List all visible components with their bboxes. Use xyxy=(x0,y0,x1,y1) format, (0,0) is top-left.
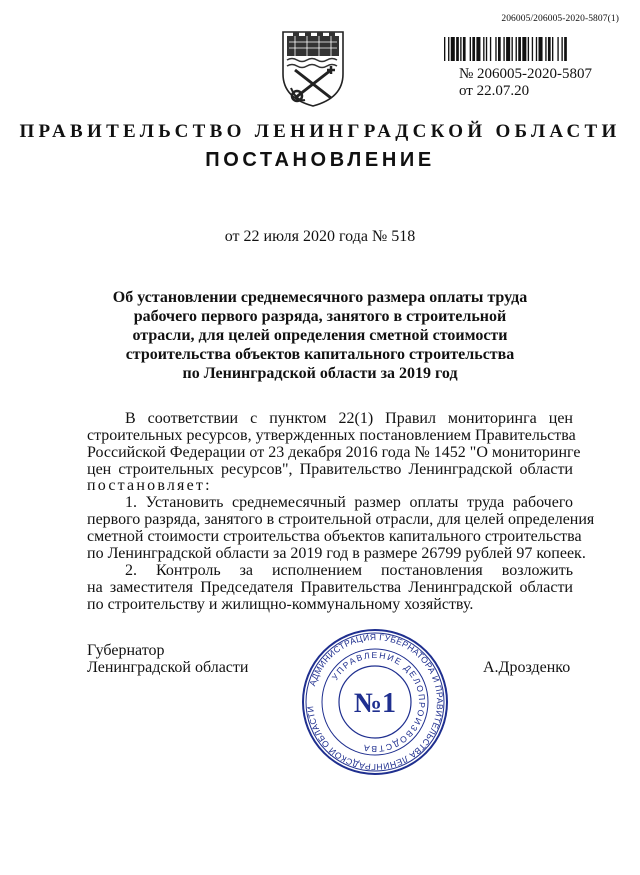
barcode-bar xyxy=(545,37,546,61)
barcode-bar xyxy=(518,37,521,61)
signer-region: Ленинградской области xyxy=(87,659,249,676)
barcode-bar xyxy=(456,37,459,61)
body-line: В соответствии с пунктом 22(1) Правил мониторинга цен xyxy=(125,410,573,427)
signer-position: Губернатор xyxy=(87,642,165,659)
barcode-bar xyxy=(536,37,537,61)
official-seal-icon xyxy=(299,626,451,778)
barcode-bar xyxy=(463,37,466,61)
seal-inner-text: УПРАВЛЕНИЕ ДЕЛОПРОИЗВОДСТВА xyxy=(329,649,428,755)
subject-line: по Ленинградской области за 2019 год xyxy=(182,365,458,382)
subject-line: Об установлении среднемесячного размера оплаты труда xyxy=(112,289,528,306)
barcode-bar xyxy=(476,37,480,61)
body-line: 2. Контроль за исполнением постановления возложить xyxy=(125,562,573,579)
body-line: сметной стоимости строительства объектов капитального строительства xyxy=(87,528,582,545)
body-line: по строительству и жилищно-коммунальному хозяйству. xyxy=(87,596,474,613)
barcode-bar xyxy=(503,37,504,61)
barcode-bar xyxy=(557,37,558,61)
registration-number: № 206005-2020-5807 xyxy=(459,66,593,82)
barcode-bar xyxy=(448,37,449,61)
barcode-bar xyxy=(498,37,501,61)
document-reference: 206005/206005-2020-5807(1) xyxy=(501,14,619,24)
barcode-icon xyxy=(444,37,618,61)
barcode-bar xyxy=(472,37,475,61)
body-line: строительных ресурсов, утвержденных постановлением Правительства xyxy=(87,427,576,444)
document-subject xyxy=(0,288,640,383)
barcode-bar xyxy=(548,37,551,61)
seal-outer-text: АДМИНИСТРАЦИЯ ГУБЕРНАТОРА И ПРАВИТЕЛЬСТВА ЛЕНИНГРАДСКОЙ ОБЛАСТИ xyxy=(305,631,446,773)
document-date-line: от 22 июля 2020 года № 518 xyxy=(224,228,416,245)
authority-title: ПРАВИТЕЛЬСТВО ЛЕНИНГРАДСКОЙ ОБЛАСТИ xyxy=(19,121,621,142)
barcode-bar xyxy=(522,37,526,61)
barcode-bar xyxy=(552,37,553,61)
barcode-bar xyxy=(460,37,461,61)
registration-date: от 22.07.20 xyxy=(459,83,530,99)
barcode-bar xyxy=(532,37,533,61)
barcode-bar xyxy=(451,37,455,61)
barcode-bar xyxy=(483,37,484,61)
barcode-bar xyxy=(564,37,567,61)
barcode-bar xyxy=(539,37,543,61)
barcode-bar xyxy=(486,37,487,61)
body-line: по Ленинградской области за 2019 год в размере 26799 рублей 97 копеек. xyxy=(87,545,586,562)
body-line: постановляет: xyxy=(87,477,212,494)
body-line: первого разряда, занятого в строительной отрасли, для целей определения xyxy=(87,511,595,528)
barcode-bar xyxy=(528,37,529,61)
seal-center-text: №1 xyxy=(353,688,397,719)
barcode-bar xyxy=(506,37,510,61)
barcode-bar xyxy=(470,37,471,61)
subject-line: строительства объектов капитального строительства xyxy=(125,346,515,363)
barcode-bar xyxy=(561,37,562,61)
body-line: Российской Федерации от 23 декабря 2016 года № 1452 "О мониторинге xyxy=(87,444,581,461)
document-type: ПОСТАНОВЛЕНИЕ xyxy=(205,149,435,171)
signer-name: А.Дрозденко xyxy=(483,659,571,676)
barcode-bar xyxy=(516,37,517,61)
subject-line: рабочего первого разряда, занятого в строительной xyxy=(133,308,507,325)
coat-of-arms-icon xyxy=(279,26,347,108)
body-line: на заместителя Председателя Правительства Ленинградской области xyxy=(87,579,573,596)
barcode-bar xyxy=(444,37,445,61)
body-line: цен строительных ресурсов", Правительство Ленинградской области xyxy=(87,461,573,478)
body-line: 1. Установить среднемесячный размер оплаты труда рабочего xyxy=(125,494,573,511)
subject-line: отрасли, для целей определения сметной стоимости xyxy=(132,327,508,344)
barcode-bar xyxy=(512,37,513,61)
barcode-bar xyxy=(495,37,496,61)
barcode-bar xyxy=(490,37,491,61)
